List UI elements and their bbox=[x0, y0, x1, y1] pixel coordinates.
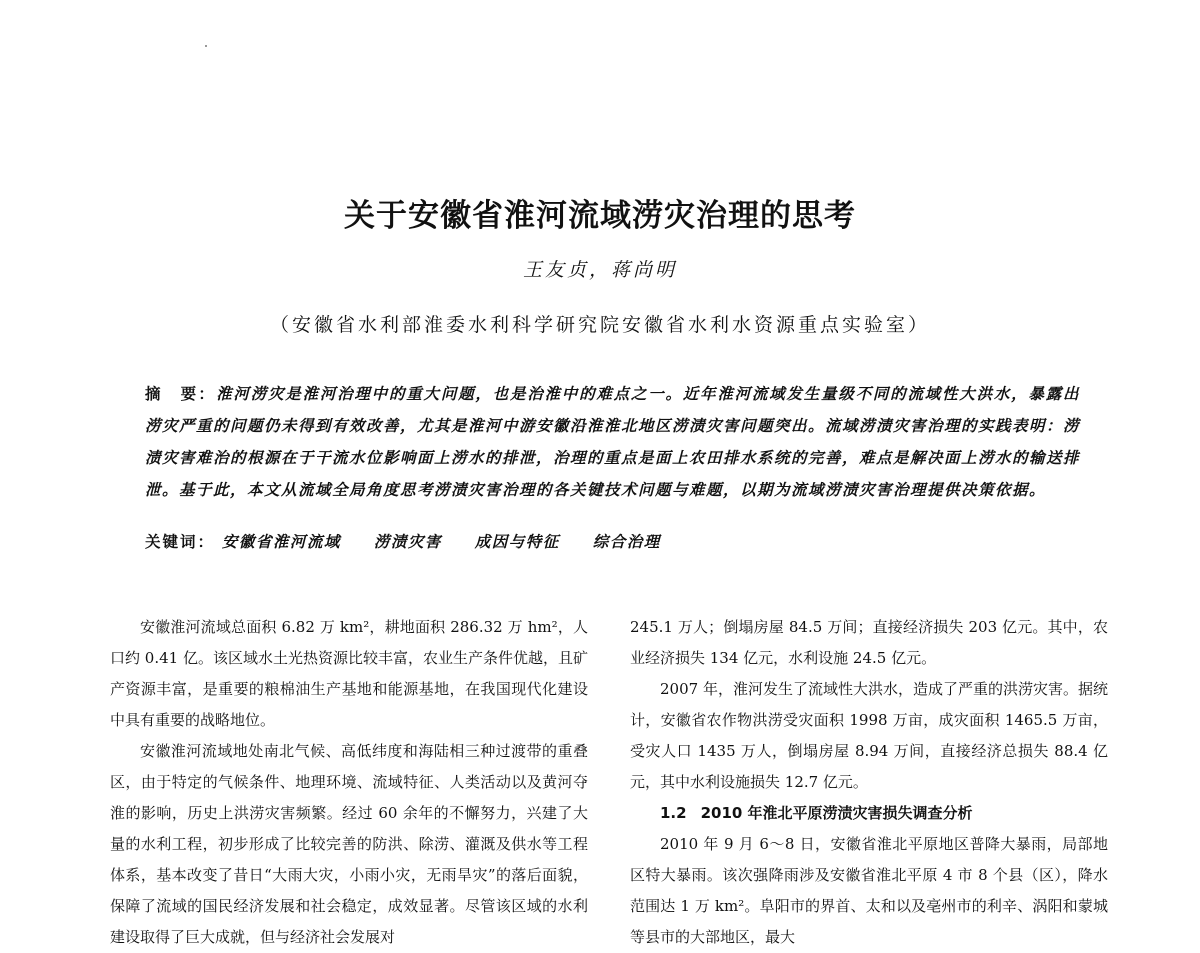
abstract-text: 淮河涝灾是淮河治理中的重大问题，也是治淮中的难点之一。近年淮河流域发生量级不同的流域性大洪水，暴露出涝灾严重的问题仍未得到有效改善，尤其是淮河中游安徽沿淮淮北地区涝渍灾害问题突出。流域涝渍灾害治理的实践表明：涝渍灾害难治的根源在于干流水位影响面上涝水的排泄，治理的重点是面上农田排水系统的完善，难点是解决面上涝水的输送排泄。基于此，本文从流域全局角度思考涝渍灾害治理的各关键技术问题与难题，以期为流域涝渍灾害治理提供决策依据。 bbox=[145, 384, 1081, 499]
body-paragraph: 2007 年，淮河发生了流域性大洪水，造成了严重的洪涝灾害。据统计，安徽省农作物洪涝受灾面积 1998 万亩，成灾面积 1465.5 万亩，受灾人口 1435 万人，倒塌房屋 8.94 万间，直接经济总损失 88.4 亿元，其中水利设施损失 12.7 亿元。 bbox=[630, 680, 1108, 791]
section-number: 1.2 bbox=[660, 804, 687, 822]
scan-speck bbox=[205, 45, 207, 47]
body-paragraph: 安徽淮河流域地处南北气候、高低纬度和海陆相三种过渡带的重叠区，由于特定的气候条件、地理环境、流域特征、人类活动以及黄河夺淮的影响，历史上洪涝灾害频繁。经过 60 余年的不懈努力，兴建了大量的水利工程，初步形成了比较完善的防洪、除涝、灌溉及供水等工程体系，基本改变了昔日“大雨大灾，小雨小灾，无雨旱灾”的落后面貌，保障了流域的国民经济发展和社会稳定，成效显著。尽管该区域的水利建设取得了巨大成就，但与经济社会发展对 bbox=[110, 742, 588, 946]
keywords-label: 关键词： bbox=[145, 533, 216, 551]
abstract-label: 摘 要： bbox=[145, 385, 217, 403]
paper-affiliation: （安徽省水利部淮委水利科学研究院安徽省水利水资源重点实验室） bbox=[269, 314, 930, 336]
body-paragraph: 245.1 万人；倒塌房屋 84.5 万间；直接经济损失 203 亿元。其中，农业经济损失 134 亿元，水利设施 24.5 亿元。 bbox=[630, 618, 1108, 667]
section-heading-text: 2010 年淮北平原涝渍灾害损失调查分析 bbox=[700, 804, 973, 822]
abstract-block bbox=[145, 378, 1080, 506]
section-heading bbox=[630, 798, 1108, 829]
paper-title: 关于安徽省淮河流域涝灾治理的思考 bbox=[344, 198, 856, 234]
keyword-item: 涝渍灾害 bbox=[373, 532, 442, 551]
body-left-column bbox=[110, 612, 588, 953]
body-paragraph: 安徽淮河流域总面积 6.82 万 km²，耕地面积 286.32 万 hm²，人口约 0.41 亿。该区域水土光热资源比较丰富，农业生产条件优越，且矿产资源丰富，是重要的粮棉油生产基地和能源基地，在我国现代化建设中具有重要的战略地位。 bbox=[110, 618, 588, 729]
keywords-row bbox=[145, 530, 1080, 552]
paper-authors: 王友贞，蒋尚明 bbox=[522, 259, 677, 281]
keyword-item: 安徽省淮河流域 bbox=[221, 532, 341, 551]
keyword-item: 成因与特征 bbox=[474, 532, 560, 551]
body-right-column bbox=[630, 612, 1108, 953]
keyword-item: 综合治理 bbox=[592, 532, 661, 551]
body-paragraph: 2010 年 9 月 6～8 日，安徽省淮北平原地区普降大暴雨，局部地区特大暴雨。该次强降雨涉及安徽省淮北平原 4 市 8 个县（区），降水范围达 1 万 km²。阜阳市的界首、太和以及亳州市的利辛、涡阳和蒙城等县市的大部地区，最大 bbox=[630, 835, 1108, 946]
